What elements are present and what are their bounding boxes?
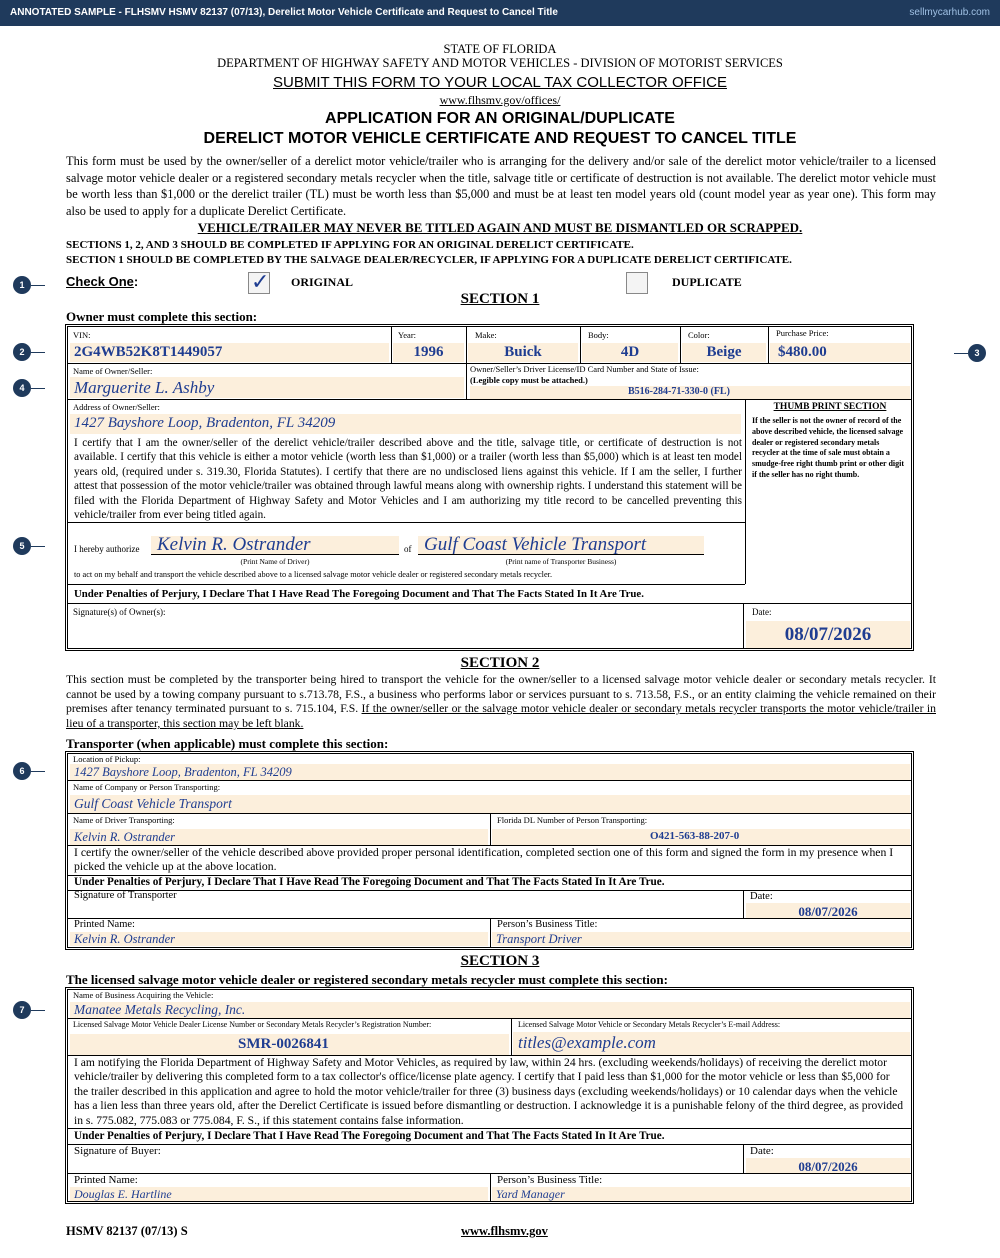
dealer-email-field[interactable]	[513, 1032, 910, 1055]
duplicate-option-label: DUPLICATE	[672, 275, 742, 289]
section2-date-value: 08/07/2026	[798, 904, 858, 919]
dl-label: Florida DL Number of Person Transporting:	[497, 815, 648, 825]
section3-subtitle: The licensed salvage motor vehicle dealer or registered secondary metals recycler must complete this section:	[66, 972, 668, 987]
transporter-business-value: Gulf Coast Vehicle Transport	[424, 534, 647, 555]
section2-text: This section must be completed by the transporter being hired to transport the vehicle for the owner/seller to a licensed salvage motor vehicle dealer or secondary metals recycler. It cannot be used by a towing company pursuant to s.713.78, F.S., a business who performs labor or services pursuant to s. 713.58, F.S., or an entity claiming the vehicle remained on their premises after tenancy terminated pursuant to s. 715.104, F.S.	[66, 673, 936, 716]
form-id: HSMV 82137 (07/13) S	[66, 1224, 188, 1238]
s3-business-title-value: Yard Manager	[496, 1187, 565, 1201]
transporter-certification: I certify the owner/seller of the vehicle described above provided proper personal identification, completed section one of this form and signed the form in my presence when I picked the vehicle up at the above location.	[74, 846, 894, 874]
intro-note-1: SECTIONS 1, 2, AND 3 SHOULD BE COMPLETED IF APPLYING FOR AN ORIGINAL DERELICT CERTIFICATE.	[66, 239, 634, 251]
s2-printed-name-field[interactable]	[70, 932, 488, 946]
section3-title: SECTION 3	[460, 953, 540, 969]
section2-text-underlined: If the owner/seller or the salvage motor vehicle dealer or secondary metals recycler transports the motor vehicle/trailer in lieu of a transporter, this section may be left blank.	[66, 702, 936, 730]
banner-link[interactable]: sellmycarhub.com	[909, 7, 990, 18]
section1-title: SECTION 1	[460, 291, 540, 307]
s2-business-title-field[interactable]	[492, 932, 910, 946]
driver-label: Name of Driver Transporting:	[73, 815, 175, 825]
price-label: Purchase Price:	[776, 328, 829, 338]
submit-instruction: SUBMIT THIS FORM TO YOUR LOCAL TAX COLLECTOR OFFICE	[273, 74, 727, 91]
section1-subtitle: Owner must complete this section:	[66, 309, 258, 324]
year-value: 1996	[413, 344, 444, 360]
owner-name-label: Name of Owner/Seller:	[73, 366, 153, 376]
footer-url[interactable]: www.flhsmv.gov	[461, 1224, 548, 1238]
authorize-tail: to act on my behalf and transport the vehicle described above to a licensed salvage motor vehicle dealer or registered secondary metals recycler.	[74, 570, 553, 579]
make-field[interactable]	[468, 343, 578, 362]
section3-perjury: Under Penalties of Perjury, I Declare That I Have Read The Foregoing Document and That The Facts Stated In It Are True.	[74, 1130, 665, 1142]
pickup-label: Location of Pickup:	[73, 754, 141, 764]
buyer-signature-field[interactable]	[70, 1158, 740, 1172]
dealer-license-value: SMR-0026841	[238, 1036, 329, 1052]
owner-signature-label: Signature(s) of Owner(s):	[73, 607, 166, 617]
owner-name-value: Marguerite L. Ashby	[74, 378, 215, 397]
company-label: Name of Company or Person Transporting:	[73, 782, 221, 792]
dealer-notification: I am notifying the Florida Department of Highway Safety and Motor Vehicles, as required by law, within 24 hrs. (excluding weekends/holidays) of receiving the derelict motor vehicle/trailer by delivering this completed form to a tax collector's office/license plate agency. I certify that I paid less than $1,000 for the motor vehicle or less than $5,000 for the trailer described in this application and agree to hold the motor vehicle/trailer for three (3) business days (excluding weekends/holidays) or 10 calendar days when the vehicle has a lien less than three years old, after the Derelict Certificate is issued before dismantling or destruction. I acknowledge it is a punishable felony of the third degree, as provided in s. 775.082, 775.083 or 775.084, F. S., if this statement contains false information.	[74, 1056, 904, 1127]
of-label: of	[404, 544, 412, 554]
owner-signature-field[interactable]	[70, 620, 740, 646]
body-value: 4D	[620, 344, 640, 360]
owner-name-field[interactable]	[70, 377, 464, 398]
pickup-value: 1427 Bayshore Loop, Bradenton, FL 34209	[74, 765, 292, 779]
make-label: Make:	[475, 330, 497, 340]
authorize-label: I hereby authorize	[74, 544, 140, 554]
owner-certification: I certify that I am the owner/seller of the derelict vehicle/trailer described above and the title, salvage title, or certificate of destruction is not available. I certify that this vehicle is either a motor vehicle (worth less than $1,000) or a trailer (worth less than $5,000) which is at least ten model years old, (required under s. 319.30, Florida Statutes). I certify that there are no undisclosed liens against this vehicle. If I am the seller, I further attest that possession of the motor vehicle/trailer was obtained through lawful means along with ownership rights. I understand this statement will be filed with the Florida Department of Highway Safety and Motor Vehicles and I am authorizing my title record to be cancelled preventing this vehicle/trailer from ever being titled again.	[74, 437, 742, 522]
business-field[interactable]	[70, 1002, 910, 1018]
section2-perjury: Under Penalties of Perjury, I Declare That I Have Read The Foregoing Document and That The Facts Stated In It Are True.	[74, 876, 665, 888]
color-label: Color:	[688, 330, 710, 340]
price-value: $480.00	[778, 344, 827, 360]
dl-value: O421-563-88-207-0	[650, 830, 740, 842]
intro-warning: VEHICLE/TRAILER MAY NEVER BE TITLED AGAIN AND MUST BE DISMANTLED OR SCRAPPED.	[197, 220, 803, 235]
check-one-label	[66, 274, 138, 289]
price-field[interactable]	[770, 343, 910, 362]
s3-business-title-field[interactable]	[492, 1187, 910, 1201]
section3-date-label: Date:	[750, 1145, 774, 1157]
thumbprint-instructions: If the seller is not the owner of record of the above described vehicle, the licensed salvage dealer or registered secondary metals recycler at the time of sale must obtain a smudge-free right thumb print or other digit if the seller has no right thumb.	[752, 416, 904, 479]
year-field[interactable]	[393, 343, 464, 362]
address-label: Address of Owner/Seller:	[73, 402, 160, 412]
transporter-signature-field[interactable]	[70, 903, 740, 917]
authorized-driver-value: Kelvin R. Ostrander	[157, 534, 311, 555]
license-label: Owner/Seller’s Driver License/ID Card Number and State of Issue:	[470, 364, 699, 374]
offices-link[interactable]: www.flhsmv.gov/offices/	[439, 93, 561, 107]
checkmark-icon: ✓	[251, 270, 270, 295]
banner-title: ANNOTATED SAMPLE - FLHSMV HSMV 82137 (07/13), Derelict Motor Vehicle Certificate and Request to Cancel Title	[10, 7, 558, 18]
s3-printed-name-field[interactable]	[70, 1187, 488, 1201]
section2-date-field[interactable]	[746, 903, 910, 918]
dealer-email-value: titles@example.com	[518, 1033, 656, 1052]
company-value: Gulf Coast Vehicle Transport	[74, 796, 232, 811]
transporter-business-field[interactable]	[418, 536, 704, 555]
dealer-license-label: Licensed Salvage Motor Vehicle Dealer License Number or Secondary Metals Recycler’s Registration Number:	[73, 1020, 432, 1029]
year-label: Year:	[398, 330, 417, 340]
business-value: Manatee Metals Recycling, Inc.	[74, 1002, 246, 1017]
vin-field[interactable]	[70, 343, 389, 362]
body-label: Body:	[588, 330, 609, 340]
department-heading: DEPARTMENT OF HIGHWAY SAFETY AND MOTOR VEHICLES - DIVISION OF MOTORIST SERVICES	[217, 56, 783, 70]
s2-business-title-label: Person’s Business Title:	[497, 919, 598, 930]
section2-subtitle: Transporter (when applicable) must complete this section:	[66, 736, 389, 751]
license-note: (Legible copy must be attached.)	[470, 375, 588, 385]
s2-business-title-value: Transport Driver	[496, 932, 582, 946]
pickup-field[interactable]	[70, 764, 910, 780]
dealer-email-label: Licensed Salvage Motor Vehicle or Secondary Metals Recycler’s E-mail Address:	[518, 1020, 781, 1029]
dealer-license-field[interactable]	[70, 1034, 509, 1055]
body-field[interactable]	[582, 343, 678, 362]
license-field[interactable]	[470, 386, 910, 399]
vin-value: 2G4WB52K8T1449057	[74, 344, 223, 360]
section2-instructions	[66, 673, 936, 731]
section2-date-label: Date:	[750, 891, 773, 902]
thumbprint-title: THUMB PRINT SECTION	[773, 402, 887, 412]
buyer-signature-label: Signature of Buyer:	[74, 1145, 161, 1157]
annotation-marker-7: 7	[13, 1001, 31, 1019]
driver-field[interactable]	[70, 829, 488, 845]
original-option-label: ORIGINAL	[291, 275, 354, 289]
business-label: Name of Business Acquiring the Vehicle:	[73, 990, 214, 1000]
annotation-marker-3: 3	[968, 344, 986, 362]
company-field[interactable]	[70, 795, 910, 813]
form-title-line2: DERELICT MOTOR VEHICLE CERTIFICATE AND REQUEST TO CANCEL TITLE	[203, 130, 797, 147]
s3-printed-name-value: Douglas E. Hartline	[74, 1187, 172, 1201]
section3-date-field[interactable]	[746, 1158, 910, 1173]
intro-note-2: SECTION 1 SHOULD BE COMPLETED BY THE SALVAGE DEALER/RECYCLER, IF APPLYING FOR A DUPLICATE DERELICT CERTIFICATE.	[66, 254, 792, 266]
annotation-marker-4: 4	[13, 379, 31, 397]
authorized-driver-field[interactable]	[151, 536, 399, 555]
section3-date-value: 08/07/2026	[798, 1159, 858, 1174]
s3-printed-name-label: Printed Name:	[74, 1174, 138, 1186]
state-heading: STATE OF FLORIDA	[443, 42, 557, 56]
s2-printed-name-label: Printed Name:	[74, 919, 135, 930]
annotation-marker-5: 5	[13, 537, 31, 555]
driver-value: Kelvin R. Ostrander	[74, 830, 176, 844]
check-one-text: Check One	[66, 274, 134, 289]
section1-date-value: 08/07/2026	[784, 624, 872, 645]
section1-perjury: Under Penalties of Perjury, I Declare That I Have Read The Foregoing Document and That The Facts Stated In It Are True.	[74, 588, 644, 600]
form-title-line1: APPLICATION FOR AN ORIGINAL/DUPLICATE	[325, 110, 675, 127]
color-field[interactable]	[682, 343, 766, 362]
driver-caption: (Print Name of Driver)	[240, 557, 310, 566]
transporter-signature-label: Signature of Transporter	[74, 890, 177, 901]
section2-title: SECTION 2	[460, 655, 540, 671]
section1-date-field[interactable]	[746, 621, 910, 648]
color-value: Beige	[706, 344, 742, 360]
annotation-marker-1: 1	[13, 276, 31, 294]
make-value: Buick	[504, 344, 542, 360]
transporter-caption: (Print name of Transporter Business)	[505, 557, 617, 566]
annotation-marker-2: 2	[13, 343, 31, 361]
intro-paragraph: This form must be used by the owner/seller of a derelict motor vehicle/trailer who is arranging for the delivery and/or sale of the derelict motor vehicle/trailer to a licensed salvage motor vehicle dealer or a registered secondary metals recycler when the title, salvage title or certificate of destruction is not available. The derelict motor vehicle must be worth less than $1,000 or the derelict trailer (TL) must be worth less than $5,000 and must be at least ten model years old (count model year as year one). This form may also be used to apply for a duplicate Derelict Certificate.	[66, 154, 936, 218]
vin-label: VIN:	[73, 330, 91, 340]
thumbprint-area[interactable]	[748, 495, 910, 583]
s2-printed-name-value: Kelvin R. Ostrander	[74, 932, 176, 946]
address-field[interactable]	[70, 414, 741, 434]
section1-date-label: Date:	[752, 607, 772, 617]
s3-business-title-label: Person’s Business Title:	[497, 1174, 603, 1186]
dl-field[interactable]	[492, 829, 910, 845]
top-banner	[0, 0, 1000, 26]
address-value: 1427 Bayshore Loop, Bradenton, FL 34209	[74, 415, 336, 431]
license-value: B516-284-71-330-0 (FL)	[628, 386, 730, 397]
check-one-colon: :	[133, 274, 139, 289]
annotation-marker-6: 6	[13, 762, 31, 780]
